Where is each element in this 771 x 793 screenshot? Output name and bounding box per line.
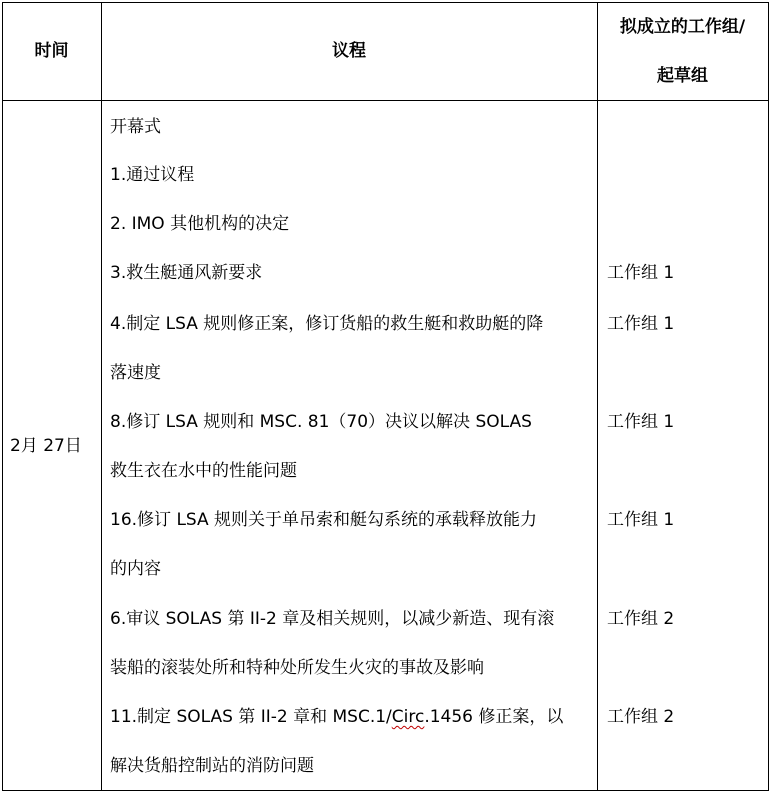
agenda-line: 开幕式 — [110, 117, 161, 137]
working-group-cell: 工作组 1 — [607, 510, 675, 530]
table-border-left — [2, 2, 3, 791]
table-border-bottom — [2, 790, 769, 791]
agenda-line-11-start: 11.制定 SOLAS 第 II-2 章和 MSC.1/ — [110, 707, 392, 727]
agenda-line: 6.审议 SOLAS 第 II-2 章及相关规则，以减少新造、现有滚 — [110, 609, 555, 629]
agenda-line: 装船的滚装处所和特种处所发生火灾的事故及影响 — [110, 658, 484, 678]
agenda-line: 4.制定 LSA 规则修正案，修订货船的救生艇和救助艇的降 — [110, 314, 544, 334]
working-group-cell: 工作组 1 — [607, 263, 675, 283]
spellcheck-underline-word: Circ — [391, 707, 425, 727]
working-group-cell: 工作组 2 — [607, 609, 675, 629]
agenda-line: 3.救生艇通风新要求 — [110, 263, 263, 283]
column-divider-2 — [597, 2, 598, 791]
table-border-right — [768, 2, 769, 791]
working-group-cell: 工作组 1 — [607, 412, 675, 432]
header-agenda: 议程 — [332, 41, 366, 61]
date-cell: 2月 27日 — [10, 436, 82, 456]
agenda-line: 落速度 — [110, 363, 161, 383]
agenda-line: 8.修订 LSA 规则和 MSC. 81（70）决议以解决 SOLAS — [110, 412, 532, 432]
agenda-line: 救生衣在水中的性能问题 — [110, 461, 297, 481]
agenda-line: 2. IMO 其他机构的决定 — [110, 214, 290, 234]
agenda-line: 的内容 — [110, 559, 161, 579]
agenda-line: 解决货船控制站的消防问题 — [110, 756, 314, 776]
working-group-cell: 工作组 1 — [607, 314, 675, 334]
column-divider-1 — [101, 2, 102, 791]
agenda-line: 16.修订 LSA 规则关于单吊索和艇勾系统的承载释放能力 — [110, 510, 538, 530]
header-group-line1: 拟成立的工作组/ — [619, 17, 746, 37]
agenda-line: 1.通过议程 — [110, 165, 195, 185]
working-group-cell: 工作组 2 — [607, 707, 675, 727]
agenda-line-11 — [110, 704, 563, 730]
header-time: 时间 — [34, 41, 69, 61]
header-group-line2: 起草组 — [657, 66, 708, 86]
agenda-line-11-end: .1456 修正案，以 — [424, 707, 564, 727]
